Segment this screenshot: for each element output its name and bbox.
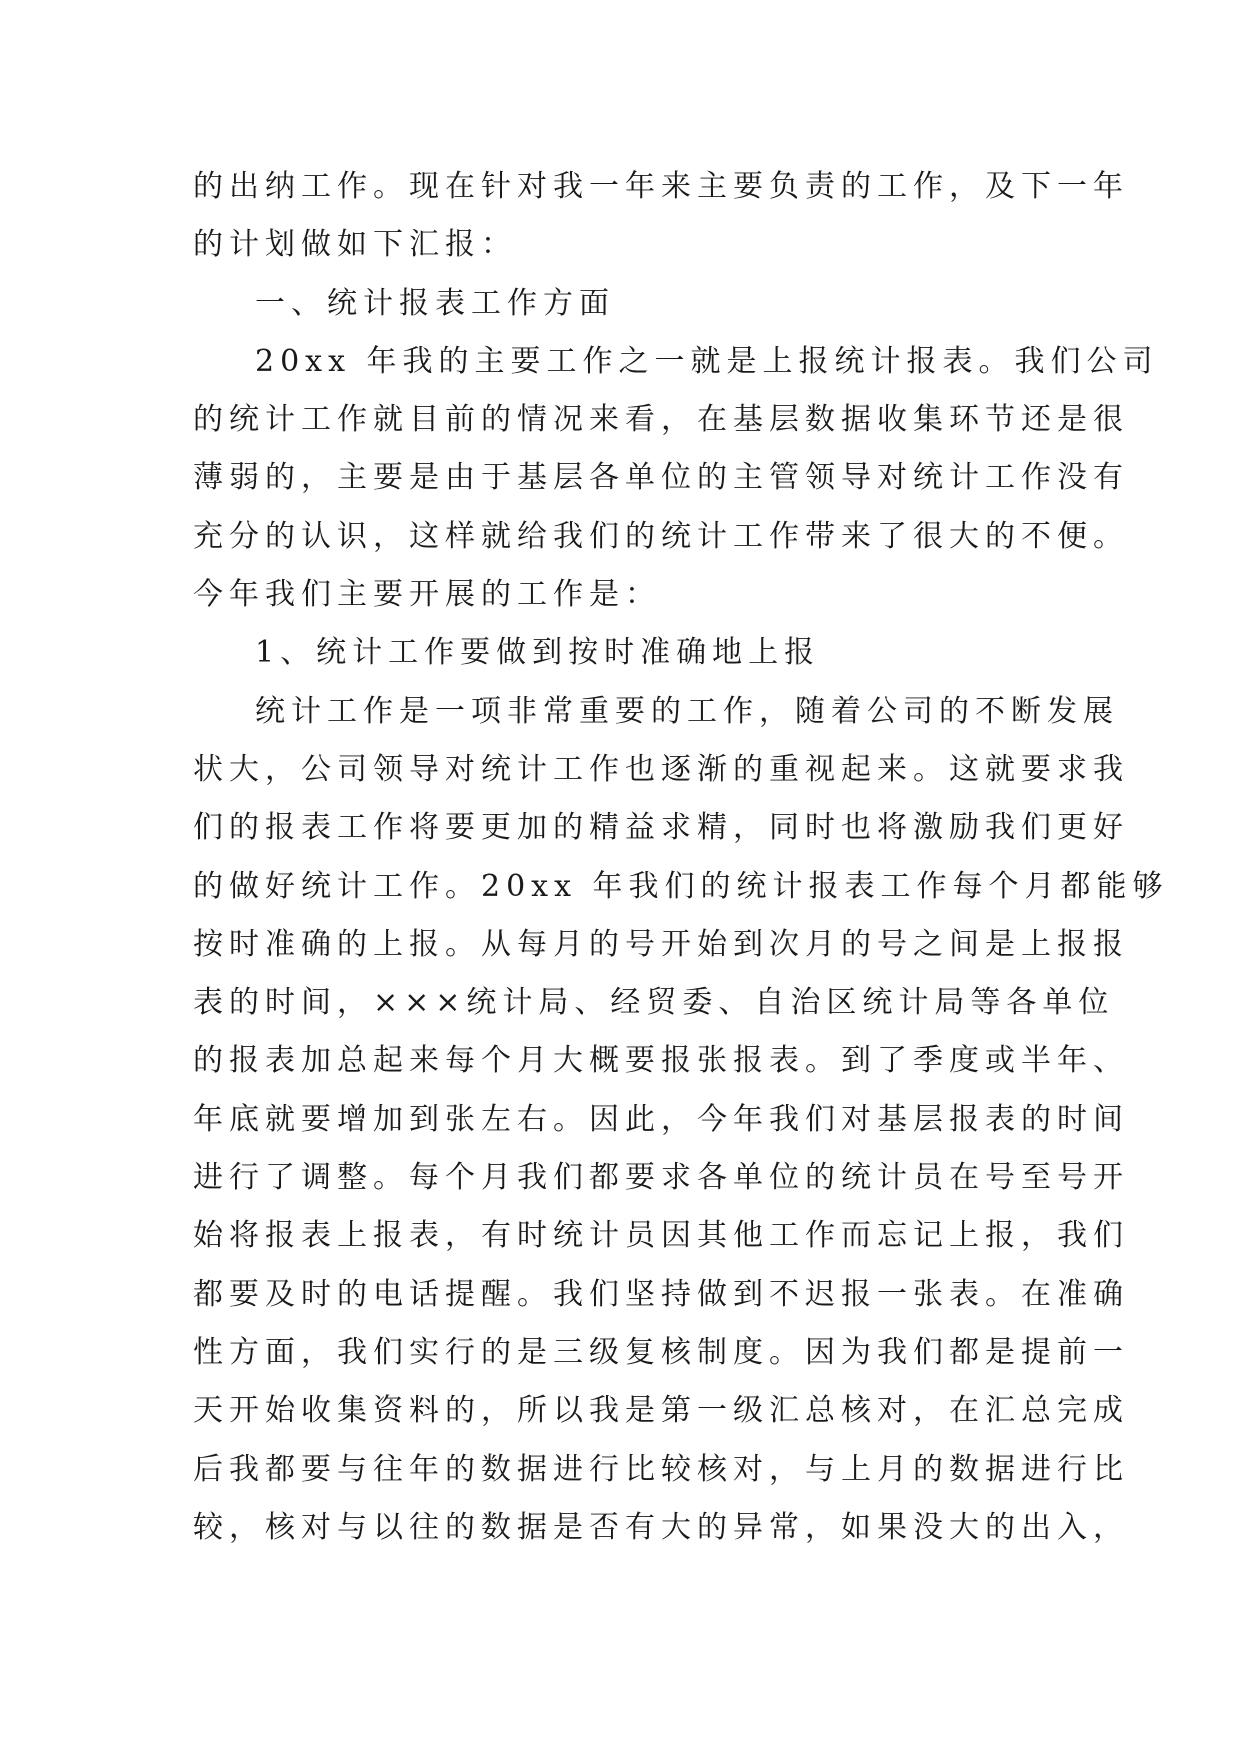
text-line: 薄弱的，主要是由于基层各单位的主管领导对统计工作没有 (193, 460, 1129, 496)
text-line: 今年我们主要开展的工作是： (193, 577, 661, 613)
text-line: 始将报表上报表，有时统计员因其他工作而忘记上报，我们 (193, 1218, 1129, 1254)
text-line: 较，核对与以往的数据是否有大的异常，如果没大的出入， (193, 1509, 1129, 1545)
text-line: 的出纳工作。现在针对我一年来主要负责的工作，及下一年 (193, 169, 1129, 204)
text-line: 性方面，我们实行的是三级复核制度。因为我们都是提前一 (193, 1334, 1129, 1370)
text-line: 的做好统计工作。20xx 年我们的统计报表工作每个月都能够 (193, 868, 1169, 904)
text-line: 统计工作是一项非常重要的工作，随着公司的不断发展 (255, 693, 1119, 729)
text-line: 的报表加总起来每个月大概要报张报表。到了季度或半年、 (193, 1043, 1129, 1079)
text-line: 按时准确的上报。从每月的号开始到次月的号之间是上报报 (193, 926, 1129, 962)
document-body (193, 158, 1169, 1557)
text-line: 的计划做如下汇报： (193, 227, 517, 263)
text-line: 的统计工作就目前的情况来看，在基层数据收集环节还是很 (193, 402, 1129, 438)
text-line: 年底就要增加到张左右。因此，今年我们对基层报表的时间 (193, 1101, 1129, 1137)
text-line: 后我都要与往年的数据进行比较核对，与上月的数据进行比 (193, 1451, 1129, 1487)
text-line: 们的报表工作将要更加的精益求精，同时也将激励我们更好 (193, 810, 1129, 846)
text-line: 表的时间，×××统计局、经贸委、自治区统计局等各单位 (193, 985, 1115, 1021)
text-line: 充分的认识，这样就给我们的统计工作带来了很大的不便。 (193, 518, 1129, 554)
text-line: 20xx 年我的主要工作之一就是上报统计报表。我们公司 (255, 343, 1159, 379)
subsection-heading: 1、统计工作要做到按时准确地上报 (255, 635, 821, 671)
text-line: 进行了调整。每个月我们都要求各单位的统计员在号至号开 (193, 1160, 1129, 1196)
text-line: 天开始收集资料的，所以我是第一级汇总核对，在汇总完成 (193, 1393, 1129, 1429)
text-line: 都要及时的电话提醒。我们坚持做到不迟报一张表。在准确 (193, 1276, 1129, 1312)
section-heading: 一、统计报表工作方面 (255, 285, 615, 321)
text-line: 状大，公司领导对统计工作也逐渐的重视起来。这就要求我 (193, 751, 1129, 787)
